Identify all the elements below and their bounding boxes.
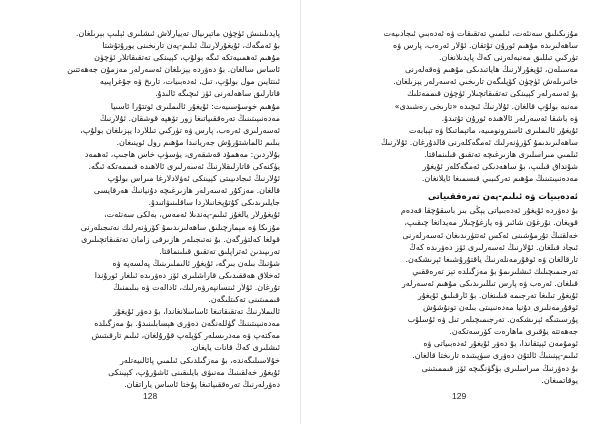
text-line: ئاساس سالغان. بۇ دەۋردە يېزىلغان ئەسەرلەر مەزمۇن جەھەتتىن [67,65,280,75]
text-line: پايدىلىنىش ئۈچۈن ماتېرىيال تەييارلاش ئىشلىرى ئېلىپ بېرىلغان. [75,29,280,38]
text-line: ئوقۇرمەنلىرى دۇنيا مەدەنىيىتى بىلەن تونۇشۇش [422,303,578,313]
text-line: ئىلىم-پېنىنىڭ ئالتۇن دەۋرى سۈپىتىدە تارىختا قالغان. [412,351,578,361]
text-line: ئۇيغۇر تىلىغا تەرجىمە قىلىنغان. بۇ ئارقىلىق ئۇيغۇر [417,290,578,300]
page-gutter [300,0,301,424]
text-line: مەدەنىيىتىنىڭ مۇھىم تەركىبىي قىسمىغا ئايلانغان. [421,174,578,184]
text-line: مەنبە بولۇپ قالغان. ئۇلارنىڭ ئىچىدە «تارىخى رەشىدى» [394,101,578,111]
text-line: ئىجاد قىلغان. ئۇلارنىڭ ئەسەرلىرى ئۆز دەۋرىدە كەڭ [409,242,578,252]
text-line: تۈركىي تىللىق مەنبەلەرنى كەڭ پايدىلانغان. [438,53,578,63]
text-line: بىلىم ئالماشتۇرۇش جەريانىدا مۇھىم رول ئوينىغان. [116,137,280,147]
text-line: يوقاتمىغان. [541,375,578,385]
text-line: تارقالغان ۋە ئوقۇرمەنلەرنىڭ ياقتۇرۇشىغا ئېرىشكەن. [405,254,578,264]
text-line: بۇ دەۋرنىڭ مىراسلىرى بۈگۈنگىچە ئۆز قىممىتىنى [421,363,578,373]
text-line: ئالىملارنىڭ تەتقىقاتىغا ئاساسلانغاندا، بۇ دەۋر ئۇيغۇر [113,307,280,317]
text-line: ئىلمىي مىراسلىرى ھازىرغىچە تەتقىق قىلىنماقتا. [423,149,578,159]
text-line: ئىنتايىن مول بولۇپ، تىل، ئەدەبىيات، تارىخ ۋە جۇغراپىيە [99,77,280,87]
text-line: قالغان. مەزكۇر ئەسەرلەر ھازىرغىچە دۇنيانىڭ ھەرقايسى [93,186,280,196]
text-line: خۇلاسىلىگەندە، بۇ مەزگىلدىكى ئىلمىي پائالىيەتلەر [120,355,280,365]
text-line: دەۋرلەرنىڭ تەرەققىياتىغا پۇختا ئاساس ياراتقان. [124,379,280,389]
text-line: بۇ دەۋردە ئۇيغۇر ئەدەبىياتى يېڭى بىر باسقۇچقا قەدەم [400,206,578,216]
section-heading: ئەدەبىيات ۋە ئىلىم-پەن تەرەققىياتى [427,192,578,203]
text-line: ئىشلىرى كەڭ قانات يايغان. [190,343,280,353]
text-line: ئومۇمەن ئېيتقاندا، بۇ دەۋر ئۇيغۇر ئەدەبىياتى ۋە [423,339,578,349]
text-line: قىلغان. ئەرەب ۋە پارس تىللىرىدىكى مۇھىم ئەسەرلەر [401,278,578,288]
text-line: قىممىتىنى تەكىتلىگەن. [208,295,280,305]
text-line: پۇرسىتىگە ئېرىشكەن. تەرجىمىچىلەر تىل ۋە ئۇسلۇب [407,315,578,325]
text-line: مۇھىم خوسۇسىيەت: ئۇيغۇر ئالىملىرى ئوتتۇرا ئاسىيا [110,101,280,111]
text-line: مەكتەپ ۋە مەدرىسلەر كۆپلەپ قۇرۇلغان، ئىلىم تارقىتىش [91,331,280,341]
text-line: خاتىرىلەش ئۈچۈن كۆپلىگەن تارىخىي ئەسەرلەر يېزىلغان. [393,77,578,87]
text-line: جايلىرىدىكى كۇتۇپخانىلاردا ساقلىنىۋاتىدۇ. [148,198,280,208]
text-line: خەلقنىڭ تۇرمۇشىنى ئەكس ئەتتۈرىدىغان ئەسەرلەرنى [402,230,578,240]
text-line: بۇ ئەسەرلەر كېيىنكى تەتقىقاتچىلار ئۈچۈن قىممەتلىك [407,89,578,99]
text-line: شۇنىڭ بىلەن بىرگە، ئۇيغۇر ئالىملىرىنىڭ پەلسەپە ۋە [112,258,280,268]
text-line: تۇرغان. ئۇلار ئىنسانپەرۋەرلىك، ئادالەت ۋە بىلىمنىڭ [113,282,280,292]
text-line: قويغان. نۇرغۇن شائىر ۋە يازغۇچىلار مەيدانغا چىقىپ، [404,218,578,228]
page-number-left: 128 [143,391,158,401]
text-line: بۇ ئەمگەك، ئۇيغۇرلارنىڭ ئىلىم-پەن تارىخىنى يورۇتۇشتا [102,41,280,51]
text-line: مەدەنىيىتىنىڭ تەرەققىياتىغا زور تۆھپە قوشقان. ئۇلارنىڭ [99,113,280,123]
text-line: ساھەلىرىدىمۇ كۆرۈنەرلىك ئەمگەكلەرنى قالدۇرغان. ئۇلارنىڭ [381,137,578,147]
page-number-right: 129 [452,391,467,401]
text-line: مەدەنىيىتىنىڭ گۈللەنگەن دەۋرى ھېسابلىنىدۇ. بۇ مەزگىلدە [94,319,280,329]
text-line: ئۇيغۇر ئالىملىرى ئاسترونومىيە، ماتېماتىكا ۋە تېبابەت [409,125,578,135]
text-line: ۋە باشقا ئەسەرلەر ئالاھىدە ئورۇن تۇتىدۇ. [441,113,578,123]
text-line: يۈكنەكى قاتارلىقلارنىڭ ئەسەرلىرى ئالاھىدە قىممەتكە ئىگە. [88,162,280,172]
text-line: شۇنداق قىلىپ، بۇ ساھەدىكى ئەمگەكلەر ئۇيغۇر [422,162,578,172]
text-line: ساھەلىرىدە مۇھىم ئورۇن تۇتقان. ئۇلار ئەرەب، پارس ۋە [393,41,578,51]
text-line: مۇزىكىلىق سەنئەت، ئىلمىي تەتقىقات ۋە ئەدەبىي ئىجادىيەت [383,29,578,38]
text-line: قاتارلىق ساھەلەرنى ئۆز ئىچىگە ئالىدۇ. [155,89,280,99]
text-line: مەسىلەن، ئۇيغۇرلارنىڭ ھاياتىدىكى مۇھىم ۋەقەلەرنى [404,65,578,75]
right-page-text [320,28,578,398]
text-line: ئۇيغۇر خەلقىنىڭ مەنىۋى بايلىقىنى ئاشۇرۇپ، كېيىنكى [108,367,280,377]
left-page-text [22,28,280,398]
text-line: ئەخلاق ھەققىدىكى قاراشلىرى ئۆز دەۋرىدە ئىلغار ئورۇندا [94,270,280,280]
text-line: مۇھىم ئەھمىيەتكە ئىگە بولۇپ، كېيىنكى تەتقىقاتلار ئۈچۈن [94,53,280,63]
text-line: تەرىپىدىن ئەتراپلىق تەتقىق قىلىنماقتا. [159,246,280,256]
text-line: ئۇيغۇرلار يالغۇز ئىلىم-پەندىلا ئەمەس، بەلكى سەنئەت، [104,210,280,220]
text-line: مۇزىكا ۋە مېمارچىلىق ساھەلىرىدىمۇ كۆرۈنەرلىك نەتىجىلەرنى [80,222,280,232]
text-line: جەھەتتە يۇقىرى ماھارەت كۆرسەتكەن. [449,327,578,337]
text-line: ئۇلارنىڭ ئىجادىيىتى كېيىنكى ئەۋلادلارغا مىراس بولۇپ [107,174,280,184]
text-line: ئەسەرلىرى ئەرەب، پارس ۋە تۈركىي تىللاردا يېزىلغان بولۇپ، [80,125,280,135]
text-line: قولغا كەلتۈرگەن. بۇ نەتىجىلەر ھازىرقى زامان تەتقىقاتچىلىرى [81,234,280,244]
text-line: بۇلاردىن: مەھمۇد قەشقەرى، يۈسۈپ خاس ھاجىپ، ئەھمەد [84,149,280,159]
text-line: تەرجىمىچىلىك ئىشلىرىمۇ بۇ مەزگىلدە تېز تەرەققىي [412,266,578,276]
